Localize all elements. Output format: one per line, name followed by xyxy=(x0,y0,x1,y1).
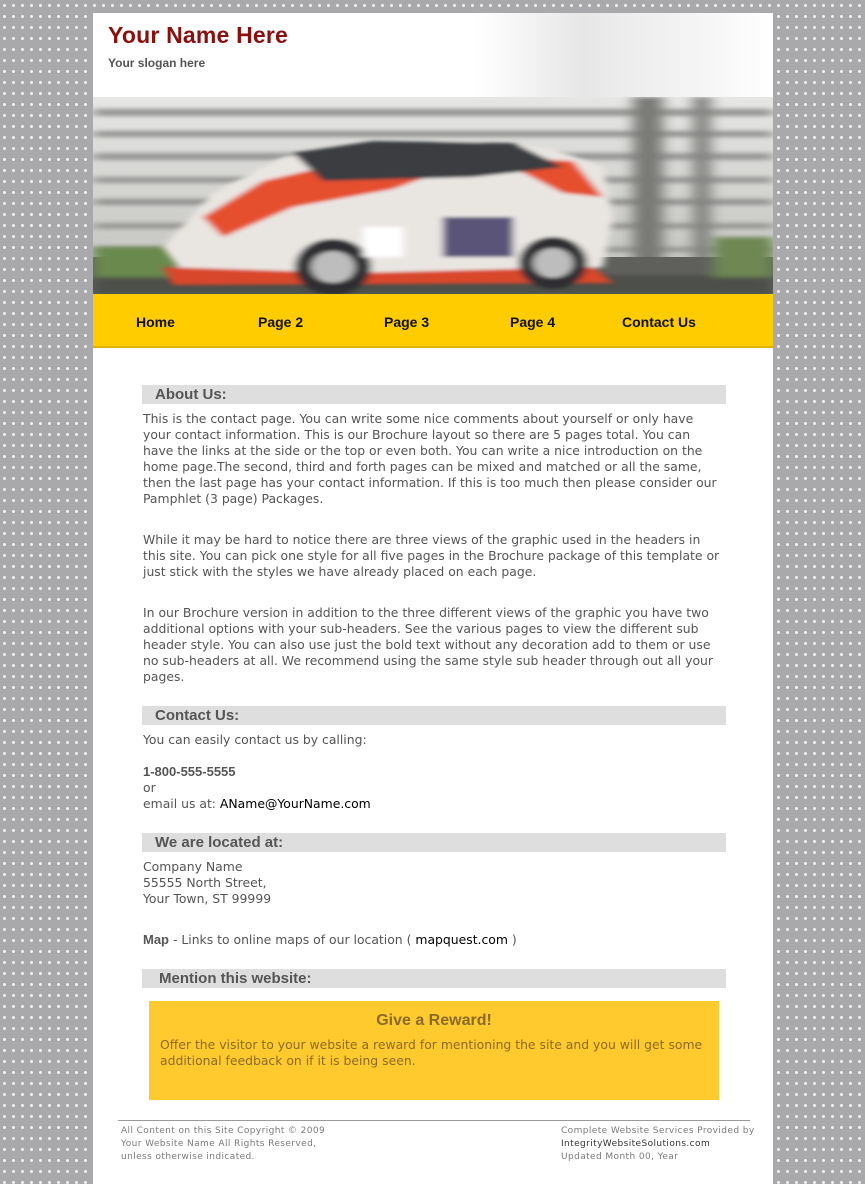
page-container xyxy=(93,13,773,1184)
contact-details xyxy=(143,732,727,812)
reward-box xyxy=(149,1001,719,1100)
integrity-website-link[interactable]: IntegrityWebsiteSolutions.com xyxy=(561,1139,711,1149)
race-car-photo xyxy=(93,97,773,294)
nav-page-3[interactable]: Page 3 xyxy=(384,314,430,330)
contact-intro: You can easily contact us by calling: xyxy=(143,732,367,747)
footer-copyright: All Content on this Site Copyright © 2009 Your Website Name All Rights Reserved, unless otherwise indicated. xyxy=(121,1126,326,1162)
contact-phone: 1-800-555-5555 xyxy=(143,764,236,779)
map-line: Map - Links to online maps of our location ( mapquest.com ) xyxy=(143,932,517,947)
reward-title: Give a Reward! xyxy=(376,1012,492,1029)
footer-divider xyxy=(118,1120,750,1121)
header-banner-image xyxy=(93,97,773,294)
company-name: Company Name xyxy=(143,859,243,874)
section-heading-location: We are located at: xyxy=(142,833,726,852)
section-heading-mention: Mention this website: xyxy=(142,969,726,988)
map-label: Map xyxy=(143,932,169,947)
about-paragraph-1: This is the contact page. You can write some nice comments about yourself or only have your contact information. This is our Brochure layout so there are 5 pages total. You can have the links at the side or the top or even both. You can write a nice introduction on the home page.The second, third and forth pages can be mixed and matched or all the same, then the last page has your contact information. If this is too much then please consider our Pamphlet (3 page) Packages. xyxy=(143,411,717,506)
section-heading-about: About Us: xyxy=(142,385,726,404)
address-block xyxy=(143,859,727,907)
city-address: Your Town, ST 99999 xyxy=(143,891,272,906)
nav-contact-us[interactable]: Contact Us xyxy=(622,314,696,330)
footer-credits: Complete Website Services Provided by IntegrityWebsiteSolutions.com Updated Month 00, Year xyxy=(561,1126,755,1162)
nav-home[interactable]: Home xyxy=(136,314,175,330)
site-slogan: Your slogan here xyxy=(108,56,206,70)
street-address: 55555 North Street, xyxy=(143,875,267,890)
nav-page-2[interactable]: Page 2 xyxy=(258,314,304,330)
section-heading-contact: Contact Us: xyxy=(142,706,726,725)
mapquest-link[interactable]: mapquest.com xyxy=(415,932,508,947)
contact-or: or xyxy=(143,780,156,795)
site-header xyxy=(93,13,773,97)
about-paragraph-3: In our Brochure version in addition to the three different views of the graphic you have two additional options with your sub-headers. See the various pages to view the different sub header style. You can also use just the bold text without any decoration add to them or use no sub-headers at all. We recommend using the same style sub header through out all your pages. xyxy=(143,605,713,684)
about-paragraph-2: While it may be hard to notice there are three views of the graphic used in the headers in this site. You can pick one style for all five pages in the Brochure package of this template or just stick with the styles we have already placed on each page. xyxy=(143,532,720,579)
reward-text: Offer the visitor to your website a reward for mentioning the site and you will get some additional feedback on if it is being seen. xyxy=(160,1037,703,1068)
site-title: Your Name Here xyxy=(108,22,289,48)
nav-page-4[interactable]: Page 4 xyxy=(510,314,556,330)
contact-email-line: email us at: AName@YourName.com xyxy=(143,796,371,811)
main-navigation xyxy=(93,294,773,348)
email-link[interactable]: AName@YourName.com xyxy=(219,796,371,811)
